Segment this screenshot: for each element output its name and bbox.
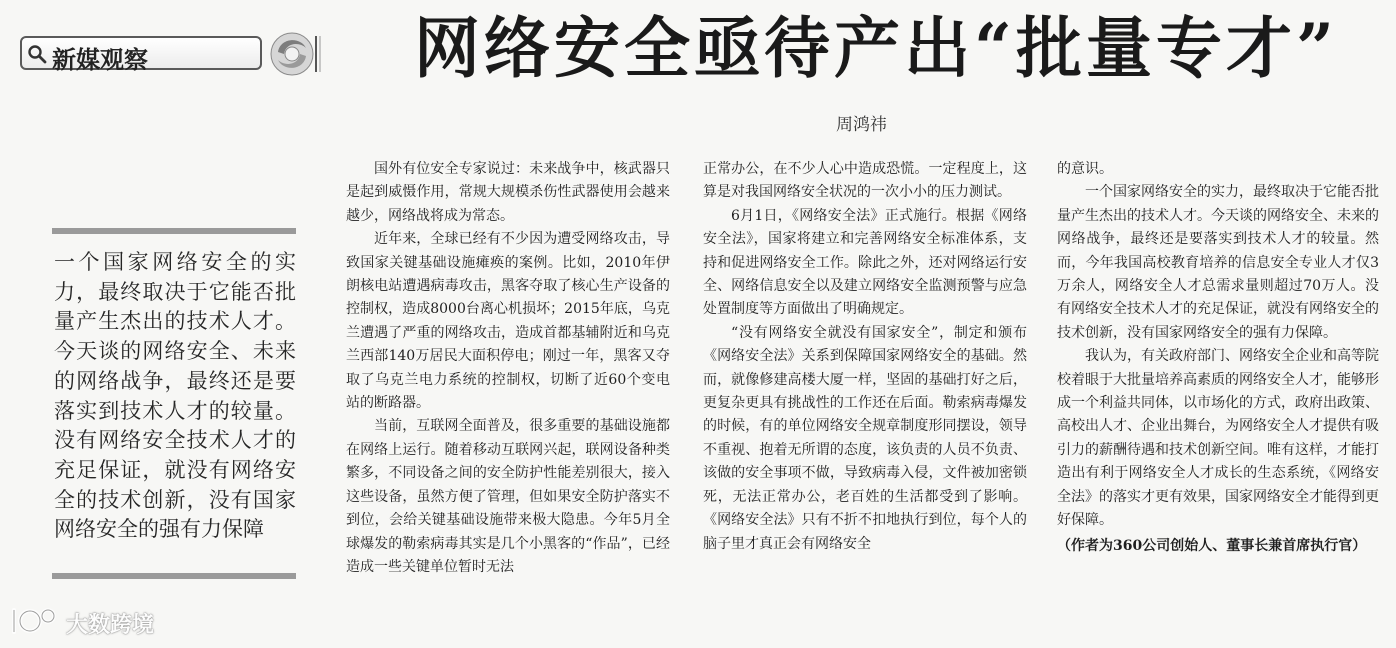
swirl-emblem-icon (266, 30, 326, 78)
paragraph: 我认为，有关政府部门、网络安全企业和高等院校着眼于大批量培养高素质的网络安全人才，能够形成一个利益共同体，以市场化的方式，政府出政策、高校出人才、企业出舞台，为网络安全人才提供有吸引力的薪酬待遇和技术创新空间。唯有这样，才能打造出有利于网络安全人才成长的生态系统，《网络安全法》的落实才更有效果，国家网络安全才能得到更好保障。 (1057, 348, 1379, 529)
search-icon (27, 44, 47, 64)
dashu-logo-icon (8, 604, 62, 638)
column-tag (20, 36, 326, 74)
paragraph: 6月1日，《网络安全法》正式施行。根据《网络安全法》，国家将建立和完善网络安全标准体系，支持和促进网络安全工作。除此之外，还对网络运行安全、网络信息安全以及建立网络安全监测预警与应急处置制度等方面做出了明确规定。 (703, 207, 1027, 318)
paragraph: “没有网络安全就没有国家安全”，制定和颁布《网络安全法》关系到保障国家网络安全的基础。然而，就像修建高楼大厦一样，坚固的基础打好之后，更复杂更具有挑战性的工作还在后面。勒索病毒爆发的时候，有的单位网络安全规章制度形同摆设，领导不重视、抱着无所谓的态度，该负责的人员不负责、该做的安全事项不做，导致病毒入侵，文件被加密锁死，无法正常办公，老百姓的生活都受到了影响。《网络安全法》只有不折不扣地执行到位，每个人的脑子里才真正会有网络安全 (703, 324, 1027, 552)
watermark-text: 大数跨境 (66, 613, 155, 638)
article-column-1 (346, 158, 670, 579)
pull-quote-bottom-rule (52, 573, 296, 579)
pull-quote-top-rule (52, 228, 296, 234)
column-tag-label: 新媒观察 (52, 46, 148, 74)
paragraph: 一个国家网络安全的实力，最终取决于它能否批量产生杰出的技术人才。今天谈的网络安全、未来的网络战争，最终还是要落实到技术人才的较量。然而，今年我国高校教育培养的信息安全专业人才仅3万余人，网络安全人才总需求量则超过70万人。没有网络安全技术人才的充足保证，就没有网络安全的技术创新，没有国家网络安全的强有力保障。 (1057, 184, 1379, 341)
pull-quote (52, 228, 296, 579)
paragraph: 的意识。 (1057, 161, 1113, 177)
paragraph: 正常办公，在不少人心中造成恐慌。一定程度上，这算是对我国网络安全状况的一次小小的压力测试。 (703, 161, 1027, 201)
article-column-3 (1057, 158, 1379, 557)
headline: 网络安全亟待产出“批量专才” (414, 9, 1338, 87)
byline: 周鸿祎 (836, 115, 887, 135)
article-column-2 (703, 158, 1027, 556)
paragraph: 近年来，全球已经有不少因为遭受网络攻击，导致国家关键基础设施瘫痪的案例。比如，2010年伊朗核电站遭遇病毒攻击，黑客夺取了核心生产设备的控制权，造成8000台离心机损坏；2015年底，乌克兰遭遇了严重的网络攻击，造成首都基辅附近和乌克兰西部140万居民大面积停电；刚过一年，黑客又夺取了乌克兰电力系统的控制权，切断了近60个变电站的断路器。 (346, 231, 670, 412)
paragraph: 当前，互联网全面普及，很多重要的基础设施都在网络上运行。随着移动互联网兴起，联网设备种类繁多，不同设备之间的安全防护性能差别很大，接入这些设备，虽然方便了管理，但如果安全防护落实不到位，会给关键基础设施带来极大隐患。今年5月全球爆发的勒索病毒其实是几个小黑客的“作品”，已经造成一些关键单位暂时无法 (346, 418, 670, 575)
watermark (8, 602, 188, 642)
column-tag-box (20, 36, 262, 74)
pull-quote-text: 一个国家网络安全的实力，最终取决于它能否批量产生杰出的技术人才。今天谈的网络安全、未来的网络战争，最终还是要落实到技术人才的较量。没有网络安全技术人才的充足保证，就没有网络安全的技术创新，没有国家网络安全的强有力保障 (54, 250, 296, 542)
paragraph: 国外有位安全专家说过：未来战争中，核武器只是起到威慑作用，常规大规模杀伤性武器使用会越来越少，网络战将成为常态。 (346, 161, 670, 224)
author-credit: （作者为360公司创始人、董事长兼首席执行官） (1057, 537, 1367, 554)
